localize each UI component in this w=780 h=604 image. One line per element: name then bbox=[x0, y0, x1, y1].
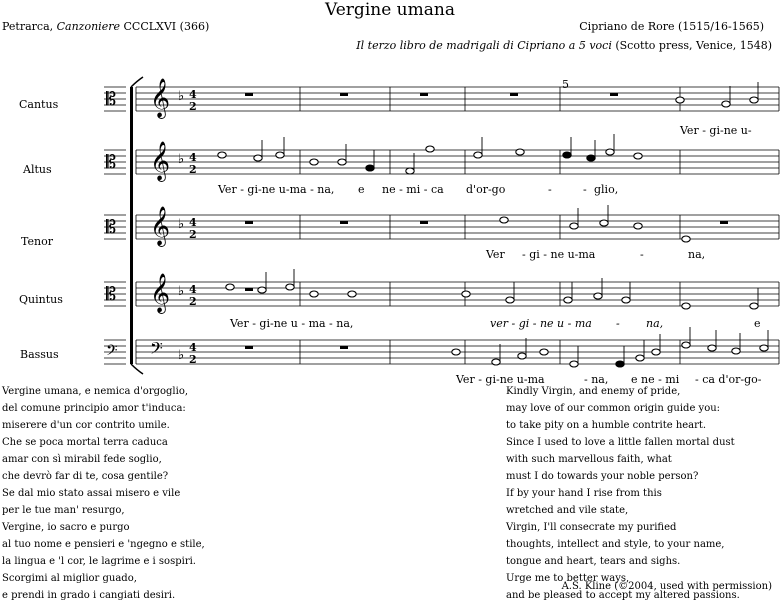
whole-rest bbox=[420, 93, 428, 96]
source-book: Il terzo libro de madrigali di Cipriano a 5 voci bbox=[356, 39, 612, 52]
time-sig-bottom: 2 bbox=[189, 353, 197, 366]
incipit-clef: 𝄡 bbox=[106, 284, 117, 305]
lyric-quintus-4: na, bbox=[646, 317, 664, 330]
poem-italian-line: che devrò far di te, cosa gentile? bbox=[2, 471, 169, 482]
treble-clef: 𝄞 bbox=[150, 78, 171, 118]
lyric-bassus-2: - na, bbox=[584, 373, 609, 386]
poem-italian-line: Se dal mio stato assai misero e vile bbox=[2, 488, 181, 499]
note-head bbox=[570, 361, 578, 367]
note-head bbox=[474, 152, 482, 158]
whole-rest bbox=[610, 93, 618, 96]
time-sig-top: 4 bbox=[189, 216, 197, 229]
poem-english-line: If by your hand I rise from this bbox=[506, 488, 662, 499]
poem-english-line: Urge me to better ways, bbox=[506, 573, 630, 584]
note-head bbox=[254, 155, 262, 161]
poem-english-line: wretched and vile state, bbox=[506, 505, 629, 516]
note-head bbox=[500, 217, 508, 223]
bracket-hook bbox=[131, 77, 143, 87]
poem-english-line: tongue and heart, tears and sighs. bbox=[506, 556, 681, 567]
note-head bbox=[286, 284, 294, 290]
measure-number: 5 bbox=[562, 78, 569, 91]
poem-italian-line: Vergine umana, e nemica d'orgoglio, bbox=[2, 386, 189, 397]
poem-english-line: Since I used to love a little fallen mortal dust bbox=[506, 437, 735, 448]
poem-italian-line: la lingua e 'l cor, le lagrime e i sospiri. bbox=[2, 556, 196, 567]
system-bracket bbox=[130, 77, 143, 374]
note-head bbox=[310, 159, 318, 165]
poem-italian-line: per le tue man' resurgo, bbox=[2, 505, 125, 516]
time-sig-top: 4 bbox=[189, 341, 197, 354]
treble-clef: 𝄞 bbox=[150, 206, 171, 246]
note-head bbox=[452, 349, 460, 355]
poem-english-line: Virgin, I'll consecrate my purified bbox=[506, 522, 677, 533]
whole-rest bbox=[245, 346, 253, 349]
note-head bbox=[682, 342, 690, 348]
time-sig-bottom: 2 bbox=[189, 295, 197, 308]
bass-clef: 𝄢 bbox=[150, 338, 163, 362]
note-head bbox=[570, 223, 578, 229]
clefs bbox=[106, 78, 197, 366]
whole-rest bbox=[245, 93, 253, 96]
bracket-hook bbox=[131, 364, 143, 374]
voice-label-quintus: Quintus bbox=[19, 293, 63, 306]
note-head bbox=[406, 168, 414, 174]
lyric-quintus-1: Ver - gi-ne u - ma - na, bbox=[230, 317, 354, 330]
incipit-clef: 𝄡 bbox=[106, 152, 117, 173]
note-head bbox=[616, 361, 624, 367]
poem-english-line: Kindly Virgin, and enemy of pride, bbox=[506, 386, 681, 397]
whole-rest bbox=[340, 346, 348, 349]
time-sig-top: 4 bbox=[189, 88, 197, 101]
incipit-clef: 𝄡 bbox=[106, 89, 117, 110]
whole-rest bbox=[245, 288, 253, 291]
note-head bbox=[682, 303, 690, 309]
note-head bbox=[540, 349, 548, 355]
poem-english-line: must I do towards your noble person? bbox=[506, 471, 699, 482]
note-head bbox=[518, 353, 526, 359]
lyric-bassus-1: Ver - gi-ne u-ma bbox=[456, 373, 545, 386]
poem-italian-line: e prendi in grado i cangiati desiri. bbox=[2, 590, 176, 601]
note-head bbox=[426, 146, 434, 152]
time-sig-bottom: 2 bbox=[189, 228, 197, 241]
incipit-clef: 𝄢 bbox=[106, 342, 118, 363]
translation-credit: A.S. Kline (©2004, used with permission) bbox=[561, 581, 772, 592]
staff-lines bbox=[104, 87, 779, 364]
note-head bbox=[600, 220, 608, 226]
whole-rest bbox=[340, 221, 348, 224]
key-flat: ♭ bbox=[178, 217, 185, 232]
note-head bbox=[750, 303, 758, 309]
note-head bbox=[750, 97, 758, 103]
lyric-cantus-1: Ver - gi-ne u- bbox=[680, 124, 752, 137]
note-head bbox=[652, 349, 660, 355]
voice-label-cantus: Cantus bbox=[19, 98, 59, 111]
poem-italian-line: Che se poca mortal terra caduca bbox=[2, 437, 168, 448]
poet-suffix: CCCLXVI (366) bbox=[119, 20, 210, 33]
poem-italian bbox=[2, 383, 205, 604]
note-head bbox=[310, 291, 318, 297]
whole-rest bbox=[720, 221, 728, 224]
time-sig-top: 4 bbox=[189, 151, 197, 164]
note-head bbox=[760, 345, 768, 351]
note-head bbox=[564, 297, 572, 303]
lyric-altus-4: d'or-go bbox=[466, 183, 506, 196]
key-flat: ♭ bbox=[178, 89, 185, 104]
poem-italian-line: del comune principio amor t'induca: bbox=[2, 403, 186, 414]
poem-english-line: to take pity on a humble contrite heart. bbox=[506, 420, 707, 431]
page-title: Vergine umana bbox=[325, 0, 455, 20]
poem-english bbox=[506, 383, 740, 604]
note-head bbox=[634, 153, 642, 159]
lyric-quintus-5: e bbox=[754, 317, 761, 330]
note-head bbox=[606, 149, 614, 155]
voice-label-bassus: Bassus bbox=[20, 348, 59, 361]
poem-italian-line: Vergine, io sacro e purgo bbox=[2, 522, 130, 533]
voice-label-tenor: Tenor bbox=[21, 235, 53, 248]
lyric-tenor-1: Ver bbox=[486, 248, 505, 261]
lyric-tenor-3: - bbox=[640, 248, 644, 261]
voice-label-altus: Altus bbox=[23, 163, 52, 176]
lyric-bassus-3: e ne - mi bbox=[631, 373, 680, 386]
lyric-altus-7: glio, bbox=[594, 183, 619, 196]
poem-italian-line: al tuo nome e pensieri e 'ngegno e stile, bbox=[2, 539, 205, 550]
lyric-quintus-3: - bbox=[616, 317, 620, 330]
poem-italian-line: amar con sì mirabil fede soglio, bbox=[2, 454, 162, 465]
time-sig-bottom: 2 bbox=[189, 100, 197, 113]
note-head bbox=[563, 152, 571, 158]
whole-rest bbox=[420, 221, 428, 224]
note-head bbox=[492, 359, 500, 365]
lyric-quintus-2: ver - gi - ne u - ma bbox=[490, 317, 592, 330]
lyric-altus-5: - bbox=[548, 183, 552, 196]
note-head bbox=[708, 345, 716, 351]
note-head bbox=[682, 236, 690, 242]
poem-english-line: with such marvellous faith, what bbox=[506, 454, 672, 465]
note-head bbox=[516, 149, 524, 155]
note-head bbox=[676, 97, 684, 103]
time-sig-top: 4 bbox=[189, 283, 197, 296]
note-head bbox=[338, 159, 346, 165]
note-head bbox=[587, 155, 595, 161]
note-head bbox=[722, 101, 730, 107]
lyric-altus-6: - bbox=[583, 183, 587, 196]
lyric-altus-1: Ver - gi-ne u-ma - na, bbox=[218, 183, 335, 196]
note-head bbox=[218, 152, 226, 158]
note-head bbox=[366, 165, 374, 171]
composer-credit: Cipriano de Rore (1515/16-1565) bbox=[579, 20, 764, 33]
key-flat: ♭ bbox=[178, 284, 185, 299]
key-flat: ♭ bbox=[178, 348, 185, 363]
source-suffix: (Scotto press, Venice, 1548) bbox=[611, 39, 772, 52]
poem-italian-line: Scorgimi al miglior guado, bbox=[2, 573, 137, 584]
poet-prefix: Petrarca, bbox=[2, 20, 57, 33]
key-flat: ♭ bbox=[178, 152, 185, 167]
poem-italian-line: miserere d'un cor contrito umile. bbox=[2, 420, 170, 431]
treble-clef: 𝄞 bbox=[150, 141, 171, 181]
poem-english-line: and be pleased to accept my altered passions. bbox=[506, 590, 740, 601]
note-head bbox=[226, 284, 234, 290]
note-head bbox=[506, 297, 514, 303]
note-head bbox=[634, 223, 642, 229]
lyric-tenor-2: - gi - ne u-ma bbox=[522, 248, 596, 261]
note-head bbox=[258, 287, 266, 293]
poem-english-line: thoughts, intellect and style, to your name, bbox=[506, 539, 725, 550]
note-head bbox=[462, 291, 470, 297]
time-sig-bottom: 2 bbox=[189, 163, 197, 176]
whole-rest bbox=[245, 221, 253, 224]
note-head bbox=[622, 297, 630, 303]
whole-rest bbox=[340, 93, 348, 96]
lyric-altus-3: ne - mi - ca bbox=[382, 183, 444, 196]
note-head bbox=[636, 355, 644, 361]
note-head bbox=[594, 293, 602, 299]
incipit-clef: 𝄡 bbox=[106, 217, 117, 238]
note-head bbox=[276, 152, 284, 158]
lyric-tenor-4: na, bbox=[688, 248, 706, 261]
bracket-bar bbox=[130, 87, 133, 364]
lyric-altus-2: e bbox=[358, 183, 365, 196]
note-head bbox=[732, 348, 740, 354]
treble-clef: 𝄞 bbox=[150, 273, 171, 313]
note-head bbox=[348, 291, 356, 297]
poem-english-line: may love of our common origin guide you: bbox=[506, 403, 721, 414]
lyric-bassus-4: - ca d'or-go- bbox=[695, 373, 762, 386]
poet-work: Canzoniere bbox=[56, 20, 120, 33]
whole-rest bbox=[510, 93, 518, 96]
